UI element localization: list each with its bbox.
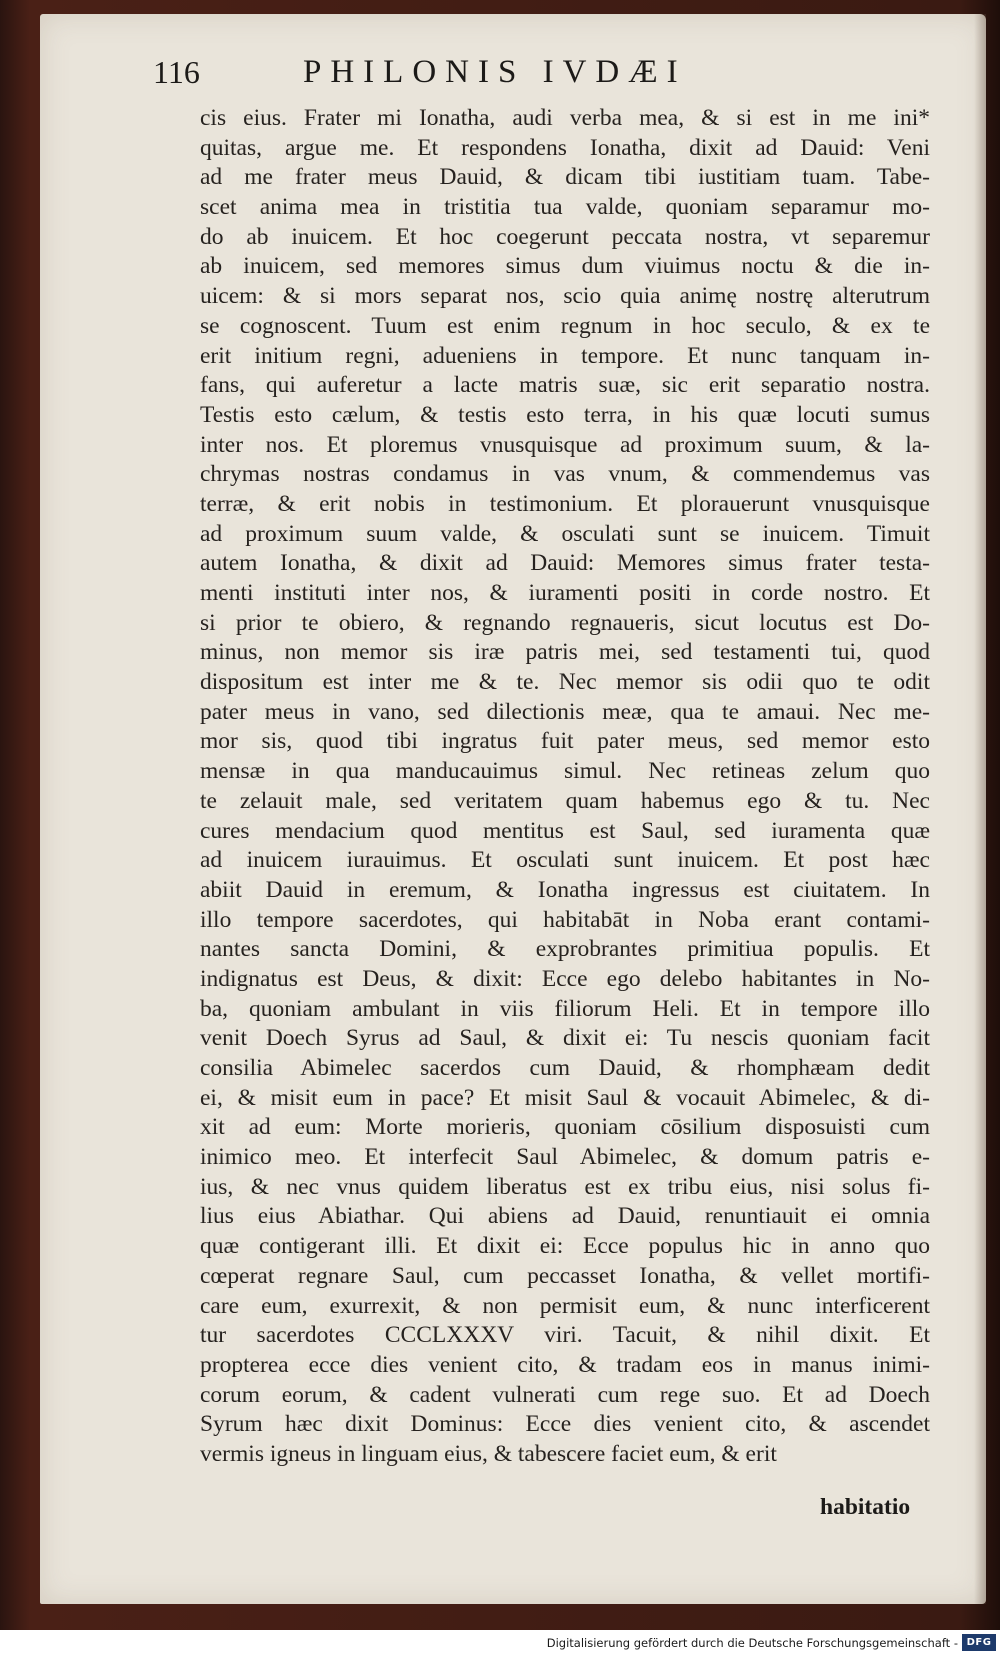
footer-bar <box>0 1630 1000 1659</box>
text-line: do ab inuicem. Et hoc coegerunt peccata nostra, vt separemur <box>200 223 930 250</box>
running-title: PHILONIS IVDÆI <box>303 54 687 90</box>
text-line: tur sacerdotes CCCLXXXV viri. Tacuit, & nihil dixit. Et <box>200 1322 930 1349</box>
dfg-logo-icon: DFG <box>962 1634 996 1651</box>
text-line: xit ad eum: Morte morieris, quoniam cōsilium disposuisti cum <box>200 1114 930 1141</box>
text-line: chrymas nostras condamus in vas vnum, & commendemus vas <box>200 461 930 488</box>
text-line: inimico meo. Et interfecit Saul Abimelec, & domum patris e- <box>200 1144 930 1171</box>
body-text <box>200 104 930 1470</box>
text-line: se cognoscent. Tuum est enim regnum in hoc seculo, & ex te <box>200 312 930 339</box>
text-line: ab inuicem, sed memores simus dum viuimus noctu & die in- <box>200 253 930 280</box>
catchword: habitatio <box>820 1494 911 1520</box>
text-line: Testis esto cælum, & testis esto terra, in his quæ locuti sumus <box>200 401 930 428</box>
text-line: inter nos. Et ploremus vnusquisque ad proximum suum, & la- <box>200 431 930 458</box>
text-line: menti instituti inter nos, & iuramenti positi in corde nostro. Et <box>200 580 930 606</box>
text-line: cis eius. Frater mi Ionatha, audi verba mea, & si est in me ini* <box>200 105 930 131</box>
text-line: terræ, & erit nobis in testimonium. Et plorauerunt vnusquisque <box>200 490 930 517</box>
text-line: te zelauit male, sed veritatem quam habemus ego & tu. Nec <box>200 787 930 814</box>
text-line: cœperat regnare Saul, cum peccasset Ionatha, & vellet mortifi- <box>200 1262 930 1289</box>
text-line: quæ contigerant illi. Et dixit ei: Ecce populus hic in anno quo <box>200 1233 930 1260</box>
text-line: uicem: & si mors separat nos, scio quia animę nostrę alterutrum <box>200 283 930 310</box>
text-line: ad inuicem iurauimus. Et osculati sunt inuicem. Et post hæc <box>200 847 930 874</box>
text-line: Syrum hæc dixit Dominus: Ecce dies venient cito, & ascendet <box>200 1411 930 1438</box>
text-line: consilia Abimelec sacerdos cum Dauid, & rhomphæam dedit <box>200 1055 930 1081</box>
text-line: dispositum est inter me & te. Nec memor sis odii quo te odit <box>200 669 930 696</box>
text-line: fans, qui auferetur a lacte matris suæ, sic erit separatio nostra. <box>200 372 930 399</box>
text-line: nantes sancta Domini, & exprobrantes primitiua populis. Et <box>200 936 930 963</box>
running-head <box>153 52 803 96</box>
text-line: minus, non memor sis iræ patris mei, sed testamenti tui, quod <box>200 639 930 666</box>
text-line: mensæ in qua manducauimus simul. Nec retineas zelum quo <box>200 758 930 785</box>
text-line: propterea ecce dies venient cito, & tradam eos in manus inimi- <box>200 1351 930 1378</box>
text-line: corum eorum, & cadent vulnerati cum rege suo. Et ad Doech <box>200 1381 930 1408</box>
text-line: ad proximum suum valde, & osculati sunt se inuicem. Timuit <box>200 520 930 547</box>
text-line: mor sis, quod tibi ingratus fuit pater meus, sed memor esto <box>200 728 930 755</box>
text-line: abiit Dauid in eremum, & Ionatha ingressus est ciuitatem. In <box>200 876 930 903</box>
page-edge-shadow <box>974 14 986 1604</box>
text-line: pater meus in vano, sed dilectionis meæ, qua te amaui. Nec me- <box>200 698 930 725</box>
text-line: si prior te obiero, & regnando regnaueris, sicut locutus est Do- <box>200 609 930 636</box>
text-line: ad me frater meus Dauid, & dicam tibi iustitiam tuam. Tabe- <box>200 164 930 191</box>
page-number: 116 <box>153 54 200 90</box>
text-line: ba, quoniam ambulant in viis filiorum Heli. Et in tempore illo <box>200 995 930 1022</box>
text-line: cures mendacium quod mentitus est Saul, sed iuramenta quæ <box>200 817 930 844</box>
text-line: erit initium regni, adueniens in tempore. Et nunc tanquam in- <box>200 342 930 369</box>
text-line: care eum, exurrexit, & non permisit eum, & nunc interficerent <box>200 1292 930 1319</box>
text-line: venit Doech Syrus ad Saul, & dixit ei: Tu nescis quoniam facit <box>200 1025 930 1052</box>
text-line: ius, & nec vnus quidem liberatus est ex tribu eius, nisi solus fi- <box>200 1173 930 1200</box>
text-line: lius eius Abiathar. Qui abiens ad Dauid, renuntiauit ei omnia <box>200 1203 930 1230</box>
text-line: scet anima mea in tristitia tua valde, quoniam separamur mo- <box>200 194 930 221</box>
text-line: vermis igneus in linguam eius, & tabescere faciet eum, & erit <box>200 1440 777 1467</box>
text-line: illo tempore sacerdotes, qui habitabāt in Noba erant contami- <box>200 906 930 933</box>
text-line: autem Ionatha, & dixit ad Dauid: Memores simus frater testa- <box>200 550 930 577</box>
funding-credit: Digitalisierung gefördert durch die Deutsche Forschungsgemeinschaft - <box>546 1636 958 1650</box>
text-line: indignatus est Deus, & dixit: Ecce ego delebo habitantes in No- <box>200 965 930 992</box>
text-line: quitas, argue me. Et respondens Ionatha, dixit ad Dauid: Veni <box>200 134 930 161</box>
text-line: ei, & misit eum in pace? Et misit Saul & vocauit Abimelec, & di- <box>200 1084 930 1111</box>
